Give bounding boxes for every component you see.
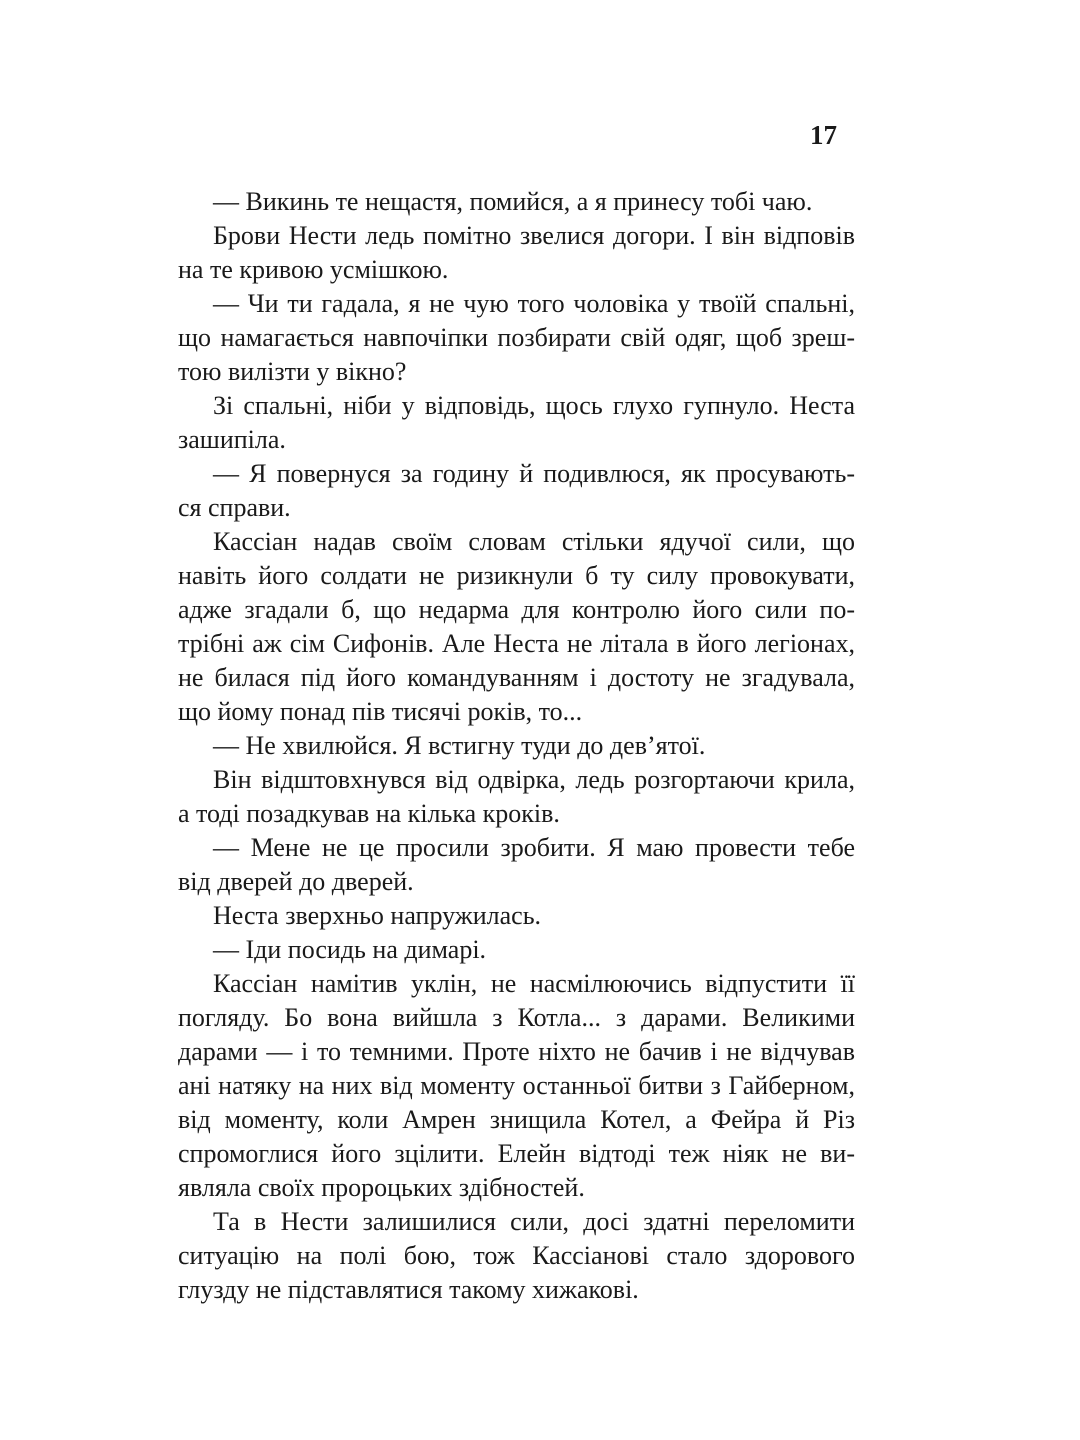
text-line: Та в Нести залишилися сили, досі здатні переломити <box>213 1207 855 1236</box>
text-line: ситуацію на полі бою, тож Кассіанові стало здорового <box>178 1241 855 1270</box>
text-line: — Іди посидь на димарі. <box>213 935 487 964</box>
paragraph <box>178 1205 855 1307</box>
text-line: Кассіан надав своїм словам стільки ядучої сили, що <box>213 527 855 556</box>
text-line: не билася під його командуванням і достоту не згадувала, <box>178 663 855 692</box>
page-text-block <box>178 185 855 1307</box>
paragraph <box>178 763 855 831</box>
text-line: що намагається навпочіпки позбирати свій одяг, щоб зреш- <box>178 323 855 352</box>
text-line: ся справи. <box>178 493 291 522</box>
text-line: Неста зверхньо напружилась. <box>213 901 542 930</box>
paragraph <box>178 729 855 763</box>
text-line: Зі спальні, ніби у відповідь, щось глухо гупнуло. Неста <box>213 391 855 420</box>
text-line: зашипіла. <box>178 425 286 454</box>
paragraph <box>178 831 855 899</box>
paragraph <box>178 967 855 1205</box>
text-line: глузду не підставлятися такому хижакові. <box>178 1275 639 1304</box>
text-line: що йому понад пів тисячі років, то... <box>178 697 583 726</box>
page-number: 17 <box>810 120 837 150</box>
text-line: ані натяку на них від моменту останньої битви з Гайберном, <box>178 1071 855 1100</box>
text-line: погляду. Бо вона вийшла з Котла... з дарами. Великими <box>178 1003 855 1032</box>
text-line: Він відштовхнувся від одвірка, ледь розгортаючи крила, <box>213 765 855 794</box>
text-line: від моменту, коли Амрен знищила Котел, а Фейра й Різ <box>178 1105 855 1134</box>
text-line: — Викинь те нещастя, помийся, а я принесу тобі чаю. <box>213 187 813 216</box>
paragraph <box>178 899 855 933</box>
paragraph <box>178 185 855 219</box>
text-line: дарами — і то темними. Проте ніхто не бачив і не відчував <box>178 1037 855 1066</box>
text-line: навіть його солдати не ризикнули б ту силу провокувати, <box>178 561 855 590</box>
text-line: являла своїх пророцьких здібностей. <box>178 1173 585 1202</box>
text-line: трібні аж сім Сифонів. Але Неста не літала в його легіонах, <box>178 629 855 658</box>
text-line: — Я повернуся за годину й подивлюся, як просувають- <box>213 459 855 488</box>
text-line: спромоглися його зцілити. Елейн відтоді теж ніяк не ви- <box>178 1139 855 1168</box>
text-line: тою вилізти у вікно? <box>178 357 407 386</box>
paragraph <box>178 933 855 967</box>
book-page <box>178 122 855 1307</box>
paragraph <box>178 389 855 457</box>
paragraph <box>178 287 855 389</box>
text-line: Брови Нести ледь помітно звелися догори. І він відповів <box>213 221 855 250</box>
text-line: — Чи ти гадала, я не чую того чоловіка у твоїй спальні, <box>213 289 855 318</box>
text-line: а тоді позадкував на кілька кроків. <box>178 799 560 828</box>
paragraph <box>178 525 855 729</box>
text-line: адже згадали б, що недарма для контролю його сили по- <box>178 595 855 624</box>
text-line: — Не хвилюйся. Я встигну туди до дев’ятої. <box>213 731 706 760</box>
paragraph <box>178 219 855 287</box>
text-line: Кассіан намітив уклін, не насмілюючись відпустити її <box>213 969 855 998</box>
text-line: від дверей до дверей. <box>178 867 414 896</box>
text-line: на те кривою усмішкою. <box>178 255 449 284</box>
paragraph <box>178 457 855 525</box>
text-line: — Мене не це просили зробити. Я маю провести тебе <box>213 833 855 862</box>
